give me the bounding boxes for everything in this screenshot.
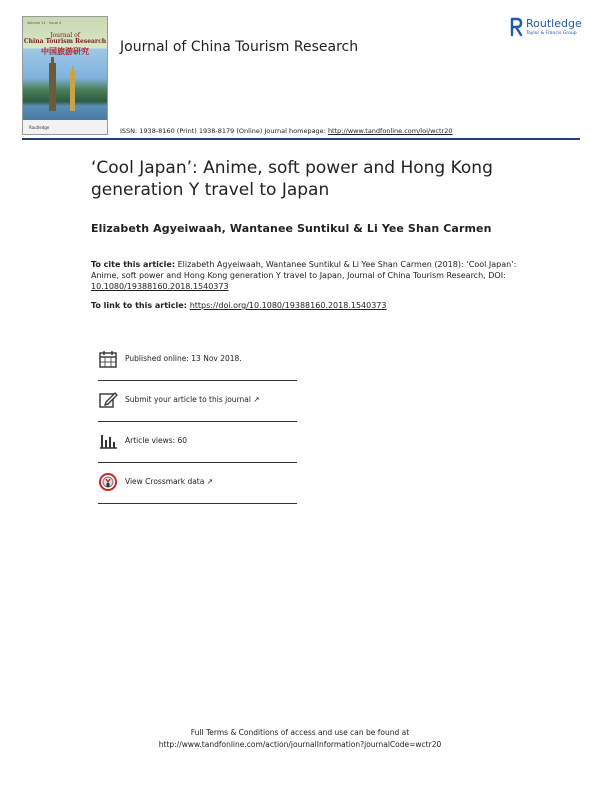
issn-text: ISSN: 1938-8160 (Print) 1938-8179 (Online) Journal homepage:: [120, 127, 328, 135]
article-link-line: [91, 301, 387, 310]
info-divider: [98, 462, 297, 463]
bar-chart-icon: [98, 431, 118, 451]
edit-article-icon: [98, 390, 118, 410]
cover-publisher: Routledge: [29, 125, 50, 130]
citation-block: [91, 259, 531, 292]
issn-line: [120, 127, 452, 135]
article-title: ‘Cool Japan’: Anime, soft power and Hong Kong generation Y travel to Japan: [91, 158, 493, 200]
external-link-icon: ↗: [206, 477, 214, 486]
citation-text: Elizabeth Agyeiwaah, Wantanee Suntikul & Li Yee Shan Carmen (2018): ‘Cool Japan’: Anime, soft power and Hong Kong generation Y travel to Japan, Journal of China Tourism Research, DOI:: [91, 260, 517, 280]
article-views-text: Article views: 60: [125, 436, 188, 445]
citation-doi-link[interactable]: 10.1080/19388160.2018.1540373: [91, 282, 229, 291]
terms-footer-url[interactable]: http://www.tandfonline.com/action/journalInformation?journalCode=wctr20: [158, 740, 442, 749]
cover-pagoda-left: [49, 63, 56, 111]
publisher-logo-name[interactable]: Routledge: [526, 17, 582, 30]
citation-label: To cite this article:: [91, 260, 176, 269]
terms-footer: [0, 727, 600, 751]
crossmark-icon: [98, 472, 118, 492]
info-divider: [98, 503, 297, 504]
calendar-icon: [98, 349, 118, 369]
publisher-logo-tagline: Taylor & Francis Group: [526, 31, 577, 36]
info-divider: [98, 380, 297, 381]
published-date-text: Published online: 13 Nov 2018.: [125, 354, 242, 363]
cover-pagoda-right: [70, 71, 75, 111]
info-row-published: [98, 341, 297, 380]
article-authors: Elizabeth Agyeiwaah, Wantanee Suntikul & Li Yee Shan Carmen: [91, 222, 492, 235]
article-link-label: To link to this article:: [91, 301, 190, 310]
cover-title-cjk: 中国旅游研究: [41, 46, 89, 56]
info-row-crossmark[interactable]: [98, 464, 297, 503]
routledge-r-icon[interactable]: [510, 17, 523, 37]
external-link-icon: ↗: [253, 395, 260, 404]
terms-footer-line1: Full Terms & Conditions of access and use can be found at: [190, 728, 410, 737]
article-doi-url[interactable]: https://doi.org/10.1080/19388160.2018.1540373: [189, 301, 387, 310]
journal-homepage-link[interactable]: http://www.tandfonline.com/loi/wctr20: [327, 127, 453, 135]
crossmark-link[interactable]: View Crossmark data ↗: [125, 477, 214, 486]
cover-title-line2: China Tourism Research: [23, 38, 107, 45]
info-row-submit[interactable]: [98, 382, 297, 421]
header-divider: [22, 138, 580, 140]
cover-volume: Volume 14 · Issue 4: [27, 21, 62, 25]
journal-cover-thumbnail: [22, 16, 108, 135]
journal-title[interactable]: Journal of China Tourism Research: [120, 39, 359, 55]
cover-title-line1: Journal of: [50, 32, 80, 39]
info-divider: [98, 421, 297, 422]
info-row-views: [98, 423, 297, 462]
submit-article-link[interactable]: Submit your article to this journal ↗: [125, 395, 260, 404]
